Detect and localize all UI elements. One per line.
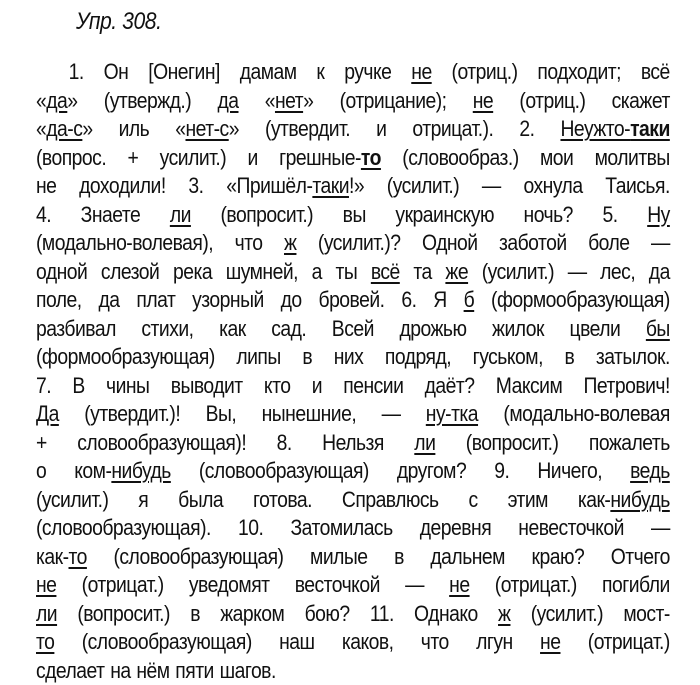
- text-span: как-: [36, 544, 69, 569]
- text-span: (вопрос. + усилит.) и грешные-: [36, 145, 361, 170]
- underlined-particle: ведь: [630, 458, 670, 483]
- text-line: [36, 372, 670, 401]
- underlined-particle: то: [69, 544, 87, 569]
- underlined-particle: нет: [275, 88, 303, 113]
- text-line: [36, 571, 670, 600]
- underlined-particle: не: [449, 572, 469, 597]
- text-line: [36, 343, 670, 372]
- underlined-particle: же: [445, 259, 468, 284]
- text-line: [36, 115, 670, 144]
- text-span: (усилит.) я была готова. Справлюсь с этим как-: [36, 487, 610, 512]
- text-span: 4. Знаете: [36, 202, 170, 227]
- underlined-particle: не: [411, 59, 431, 84]
- text-line: [36, 543, 670, 572]
- underlined-particle: да-с: [46, 116, 82, 141]
- text-span: сделает на нём пяти шагов.: [36, 658, 276, 683]
- text-line: [36, 600, 670, 629]
- text-line: [36, 144, 670, 173]
- text-span: + словообразующая)! 8. Нельзя: [36, 430, 414, 455]
- underlined-particle: таки: [630, 116, 670, 141]
- text-span: (модально-волевая), что: [36, 230, 284, 255]
- underlined-particle: да: [46, 88, 67, 113]
- text-span: (словообраз.) мои молитвы: [381, 145, 670, 170]
- text-line: [36, 628, 670, 657]
- text-span: » (отрицание);: [303, 88, 473, 113]
- text-span: (отрицат.): [560, 629, 669, 654]
- text-line: [36, 315, 670, 344]
- text-span: (вопросит.) вы украинскую ночь? 5.: [191, 202, 647, 227]
- exercise-text: [36, 58, 670, 685]
- underlined-particle: ну-тка: [426, 401, 478, 426]
- text-span: (словообразующая) милые в дальнем краю? Отчего: [87, 544, 670, 569]
- text-line: [36, 172, 670, 201]
- text-span: (вопросит.) пожалеть: [435, 430, 669, 455]
- text-span: (словообразующая). 10. Затомилась деревня невесточкой —: [36, 515, 670, 540]
- text-line: [36, 87, 670, 116]
- text-span: (усилит.) мост-: [510, 601, 669, 626]
- text-line: [36, 457, 670, 486]
- text-span: «: [36, 116, 46, 141]
- text-line: [36, 58, 670, 87]
- text-span: поле, да плат узорный до бровей. 6. Я: [36, 287, 464, 312]
- text-span: (усилит.)? Одной заботой боле —: [296, 230, 669, 255]
- text-line: [36, 286, 670, 315]
- text-line: [36, 201, 670, 230]
- text-span: (словообразующая) наш каков, что лгун: [54, 629, 540, 654]
- text-span: та: [400, 259, 446, 284]
- text-span: (усилит.) — лес, да: [468, 259, 670, 284]
- text-span: » (утвердит. и отрицат.). 2.: [229, 116, 561, 141]
- underlined-particle: да: [217, 88, 238, 113]
- underlined-particle: ли: [414, 430, 435, 455]
- underlined-particle: таки: [312, 173, 349, 198]
- exercise-title: Упр. 308.: [76, 8, 162, 36]
- underlined-particle: то: [36, 629, 54, 654]
- text-span: (формообразующая): [474, 287, 670, 312]
- underlined-particle: б: [464, 287, 475, 312]
- underlined-particle: не: [473, 88, 493, 113]
- underlined-particle: ли: [170, 202, 191, 227]
- text-span: не доходили! 3. «Пришёл-: [36, 173, 312, 198]
- text-span: (отриц.) скажет: [493, 88, 670, 113]
- text-line: [36, 229, 670, 258]
- text-span: о ком-: [36, 458, 111, 483]
- underlined-particle: Ну: [647, 202, 670, 227]
- text-span: (модально-волевая: [478, 401, 670, 426]
- text-span: (отрицат.) погибли: [470, 572, 670, 597]
- text-line: [36, 400, 670, 429]
- text-span: » (утвержд.): [67, 88, 217, 113]
- text-span: !» (усилит.) — охнула Таисья.: [349, 173, 670, 198]
- underlined-particle: ж: [498, 601, 510, 626]
- text-line: [36, 514, 670, 543]
- underlined-particle: нет-с: [186, 116, 229, 141]
- text-line: [36, 429, 670, 458]
- text-span: «: [36, 88, 46, 113]
- underlined-particle: Да: [36, 401, 59, 426]
- underlined-particle: не: [36, 572, 56, 597]
- text-line: [36, 486, 670, 515]
- text-span: (отриц.) подходит; всё: [432, 59, 670, 84]
- text-span: (утвердит.)! Вы, нынешние, —: [59, 401, 426, 426]
- text-span: (отрицат.) уведомят весточкой —: [56, 572, 449, 597]
- text-span: одной слезой река шумней, а ты: [36, 259, 371, 284]
- underlined-particle: нибудь: [111, 458, 170, 483]
- underlined-particle: всё: [371, 259, 400, 284]
- text-span: «: [238, 88, 274, 113]
- underlined-particle: ли: [36, 601, 57, 626]
- underlined-particle: то: [361, 145, 381, 170]
- underlined-particle: нибудь: [610, 487, 669, 512]
- text-span: (вопросит.) в жарком бою? 11. Однако: [57, 601, 498, 626]
- underlined-particle: не: [540, 629, 560, 654]
- text-span: » иль «: [82, 116, 185, 141]
- underlined-particle: Неужто-: [560, 116, 630, 141]
- text-line: [36, 657, 670, 685]
- text-span: 7. В чины выводит кто и пенсии даёт? Максим Петрович!: [36, 373, 670, 398]
- text-span: 1. Он [Онегин] дамам к ручке: [69, 59, 412, 84]
- text-span: разбивал стихи, как сад. Всей дрожью жилок цвели: [36, 316, 646, 341]
- text-line: [36, 258, 670, 287]
- text-span: (словообразующая) другом? 9. Ничего,: [171, 458, 630, 483]
- text-span: (формообразующая) липы в них подряд, гуськом, в затылок.: [36, 344, 670, 369]
- underlined-particle: ж: [284, 230, 296, 255]
- underlined-particle: бы: [646, 316, 670, 341]
